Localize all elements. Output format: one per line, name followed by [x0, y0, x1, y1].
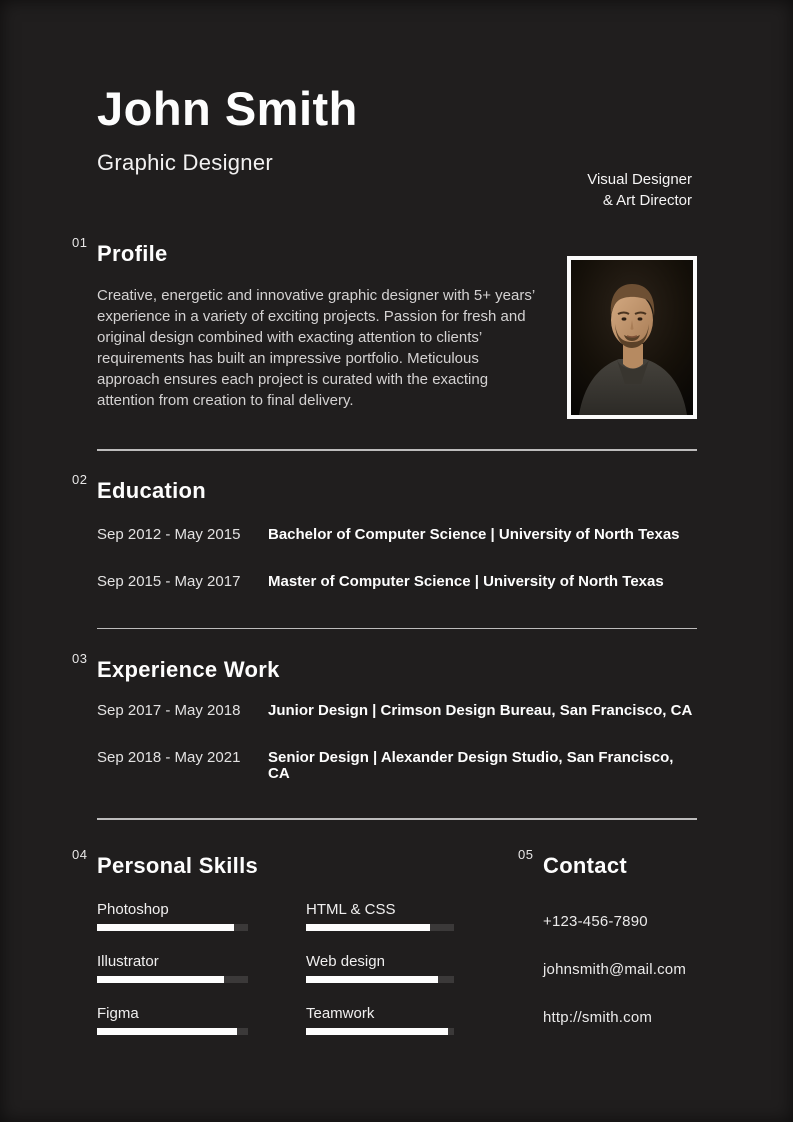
skill-item	[97, 954, 248, 983]
tagline-line-2: & Art Director	[602, 192, 692, 209]
skill-item	[306, 954, 454, 983]
experience-description: Junior Design | Crimson Design Bureau, San Francisco, CA	[268, 702, 693, 719]
skill-item	[97, 1006, 248, 1035]
section-title: Education	[97, 477, 207, 503]
skill-label: Web design	[306, 952, 385, 970]
header-tagline	[587, 169, 692, 211]
experience-row	[97, 703, 697, 719]
education-dates: Sep 2015 - May 2017	[97, 572, 241, 590]
skill-progress-fill	[306, 1028, 448, 1035]
section-number: 03	[72, 651, 88, 666]
divider	[97, 449, 697, 451]
skill-progress-bar	[306, 976, 454, 983]
skills-heading	[72, 846, 259, 880]
contact-website: http://smith.com	[543, 1008, 653, 1026]
divider	[97, 628, 697, 630]
skill-progress-bar	[306, 1028, 454, 1035]
section-personal-skills	[72, 846, 454, 1058]
experience-description: Senior Design | Alexander Design Studio, San Francisco, CA	[268, 749, 674, 782]
header	[97, 82, 697, 176]
skill-progress-bar	[97, 924, 248, 931]
skill-label: Illustrator	[97, 952, 159, 970]
skill-progress-fill	[97, 976, 224, 983]
section-number: 04	[72, 846, 88, 862]
section-number: 02	[72, 471, 88, 487]
education-heading	[72, 471, 207, 505]
skill-progress-fill	[306, 924, 430, 931]
section-education	[72, 471, 697, 590]
skill-label: Photoshop	[97, 900, 169, 918]
skill-item	[306, 1006, 454, 1035]
person-name: John Smith	[97, 82, 358, 135]
skills-grid	[97, 902, 454, 1058]
person-role: Graphic Designer	[97, 150, 273, 175]
skill-item	[306, 902, 454, 931]
skill-progress-bar	[97, 976, 248, 983]
skill-item	[97, 902, 248, 931]
section-title: Personal Skills	[97, 852, 259, 878]
section-contact	[518, 846, 687, 1058]
section-number: 01	[72, 235, 88, 250]
contact-heading	[518, 846, 627, 880]
skill-label: HTML & CSS	[306, 900, 396, 918]
section-title: Profile	[97, 241, 168, 266]
profile-photo	[567, 256, 697, 419]
skill-progress-bar	[306, 924, 454, 931]
section-title: Contact	[543, 852, 627, 878]
skill-progress-fill	[306, 976, 438, 983]
profile-heading	[72, 235, 168, 268]
section-experience	[72, 651, 697, 782]
experience-dates: Sep 2017 - May 2018	[97, 702, 241, 719]
education-dates: Sep 2012 - May 2015	[97, 525, 241, 543]
tagline-line-1: Visual Designer	[587, 171, 692, 188]
bottom-columns	[72, 846, 697, 1058]
divider	[97, 818, 697, 820]
contact-list	[543, 914, 686, 1026]
section-number: 05	[518, 846, 534, 862]
skill-label: Figma	[97, 1004, 139, 1022]
section-title: Experience Work	[97, 657, 280, 682]
skill-progress-fill	[97, 1028, 237, 1035]
contact-phone: +123-456-7890	[543, 912, 648, 930]
portrait-illustration	[571, 260, 693, 415]
contact-email: johnsmith@mail.com	[543, 960, 687, 978]
profile-summary-text: Creative, energetic and innovative graphic designer with 5+ years’ experience in a variety of exciting projects. Passion for fresh and original design combined with exacting attention to clients’ requirements has built an impressive portfolio. Meticulous approach ensures each project is curated with the exacting attention from creation to final delivery.	[97, 287, 535, 409]
skill-label: Teamwork	[306, 1004, 375, 1022]
education-row	[97, 574, 697, 590]
experience-heading	[72, 651, 280, 684]
experience-dates: Sep 2018 - May 2021	[97, 749, 241, 766]
education-description: Bachelor of Computer Science | University of North Texas	[268, 525, 680, 543]
education-description: Master of Computer Science | University of North Texas	[268, 572, 664, 590]
experience-row	[97, 750, 697, 782]
education-row	[97, 527, 697, 543]
skill-progress-bar	[97, 1028, 248, 1035]
skill-progress-fill	[97, 924, 234, 931]
